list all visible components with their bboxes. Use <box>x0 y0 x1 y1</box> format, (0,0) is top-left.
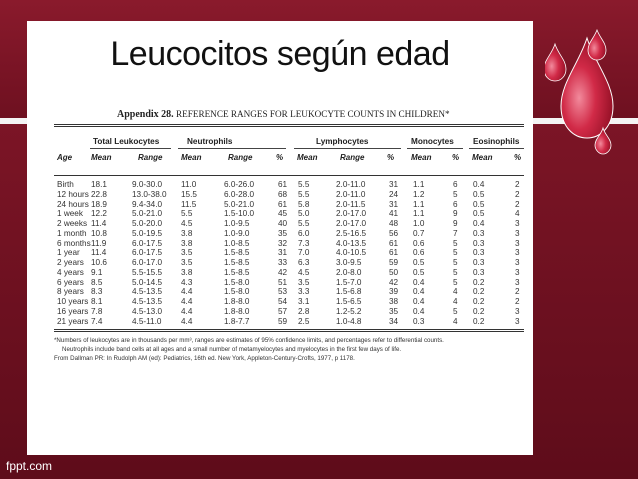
cell-mono-pct: 4 <box>453 297 458 306</box>
cell-eos-pct: 2 <box>515 189 520 199</box>
cell-age: 1 month <box>57 228 87 238</box>
cell-mono-pct: 7 <box>453 228 458 238</box>
cell-total-range: 6.0-17.5 <box>132 248 163 258</box>
cell-age: 21 years <box>57 316 89 326</box>
cell-neut-pct: 31 <box>278 248 288 258</box>
cell-neut-range: 1.0-9.5 <box>224 219 250 228</box>
cell-total-mean: 11.4 <box>91 248 107 258</box>
header-range: Range <box>340 153 365 162</box>
cell-neut-pct: 61 <box>278 180 288 189</box>
bottom-rule <box>54 329 524 330</box>
footnote: From Dallman PR: In Rudolph AM (ed): Pediatrics, 16th ed. New York, Appleton-Century-Crofts, 1977, p 1178. <box>54 355 355 362</box>
cell-lymph-range: 2.0-11.5 <box>336 199 366 209</box>
cell-neut-pct: 53 <box>278 287 288 297</box>
cell-lymph-pct: 61 <box>389 248 399 258</box>
table-row <box>54 200 524 210</box>
cell-age: 4 years <box>57 267 84 277</box>
cell-lymph-range: 3.0-9.5 <box>336 258 362 267</box>
cell-eos-pct: 3 <box>515 248 520 258</box>
cell-lymph-pct: 38 <box>389 297 399 306</box>
cell-neut-mean: 4.4 <box>181 316 193 326</box>
cell-mono-pct: 6 <box>453 180 458 189</box>
cell-total-range: 5.0-19.5 <box>132 228 163 238</box>
cell-neut-range: 1.5-10.0 <box>224 209 255 219</box>
cell-mono-pct: 5 <box>453 258 458 267</box>
cell-lymph-range: 1.5-6.8 <box>336 287 362 297</box>
cell-lymph-mean: 5.5 <box>298 189 310 199</box>
cell-neut-range: 1.5-8.0 <box>224 287 250 297</box>
cell-lymph-range: 1.2-5.2 <box>336 306 362 316</box>
cell-eos-mean: 0.3 <box>473 258 485 267</box>
cell-total-range: 5.0-14.5 <box>132 277 163 287</box>
cell-mono-mean: 0.4 <box>413 287 425 297</box>
cell-eos-pct: 4 <box>515 209 520 219</box>
group-lymphocytes: Lymphocytes <box>316 137 369 146</box>
cell-mono-mean: 1.1 <box>413 180 425 189</box>
cell-mono-pct: 5 <box>453 267 458 277</box>
cell-neut-range: 1.8-8.0 <box>224 306 250 316</box>
footer-brand: fppt.com <box>6 459 53 473</box>
top-rule-2 <box>54 126 524 127</box>
cell-mono-pct: 5 <box>453 248 458 258</box>
cell-mono-pct: 4 <box>453 287 458 297</box>
cell-lymph-range: 2.0-17.0 <box>336 219 367 228</box>
cell-lymph-pct: 39 <box>389 287 399 297</box>
cell-age: 24 hours <box>57 199 89 209</box>
cell-total-range: 13.0-38.0 <box>132 189 167 199</box>
cell-age: 2 weeks <box>57 219 88 228</box>
cell-neut-range: 1.8-7.7 <box>224 316 250 326</box>
cell-lymph-pct: 31 <box>389 180 399 189</box>
cell-mono-mean: 0.6 <box>413 238 425 248</box>
reference-table <box>54 103 524 423</box>
cell-total-mean: 7.8 <box>91 306 103 316</box>
cell-eos-mean: 0.3 <box>473 238 485 248</box>
cell-lymph-range: 2.0-11.0 <box>336 180 366 189</box>
bottom-rule-2 <box>54 331 524 332</box>
cell-lymph-pct: 35 <box>389 306 399 316</box>
cell-mono-mean: 1.1 <box>413 199 425 209</box>
cell-neut-range: 6.0-28.0 <box>224 189 255 199</box>
group-underline <box>178 148 286 149</box>
cell-mono-pct: 4 <box>453 316 458 326</box>
cell-neut-range: 5.0-21.0 <box>224 199 255 209</box>
caption-text: REFERENCE RANGES FOR LEUKOCYTE COUNTS IN CHILDREN* <box>175 109 450 119</box>
cell-total-mean: 18.9 <box>91 199 107 209</box>
header-percent: % <box>452 153 460 162</box>
cell-mono-mean: 0.3 <box>413 316 425 326</box>
cell-lymph-mean: 3.1 <box>298 297 310 306</box>
cell-age: 10 years <box>57 297 89 306</box>
header-mean: Mean <box>472 153 493 162</box>
cell-eos-mean: 0.5 <box>473 189 485 199</box>
cell-lymph-pct: 61 <box>389 238 399 248</box>
table-row <box>54 248 524 258</box>
cell-neut-mean: 15.5 <box>181 189 197 199</box>
table-row <box>54 297 524 307</box>
cell-neut-range: 1.5-8.5 <box>224 248 250 258</box>
cell-total-mean: 10.8 <box>91 228 107 238</box>
header-mean: Mean <box>91 153 112 162</box>
cell-total-mean: 12.2 <box>91 209 107 219</box>
group-underline <box>407 148 463 149</box>
cell-lymph-mean: 5.5 <box>298 219 310 228</box>
cell-lymph-range: 2.5-16.5 <box>336 228 367 238</box>
cell-total-mean: 8.5 <box>91 277 103 287</box>
group-underline <box>294 148 401 149</box>
cell-total-mean: 11.4 <box>91 219 107 228</box>
cell-lymph-mean: 7.0 <box>298 248 310 258</box>
cell-age: 2 years <box>57 258 84 267</box>
table-row <box>54 180 524 190</box>
cell-total-range: 4.5-13.0 <box>132 306 163 316</box>
cell-lymph-range: 4.0-13.5 <box>336 238 367 248</box>
cell-mono-mean: 0.4 <box>413 297 425 306</box>
cell-eos-pct: 3 <box>515 238 520 248</box>
cell-lymph-range: 1.0-4.8 <box>336 316 362 326</box>
header-range: Range <box>138 153 163 162</box>
cell-neut-mean: 3.8 <box>181 267 193 277</box>
table-row <box>54 190 524 200</box>
cell-eos-pct: 3 <box>515 258 520 267</box>
cell-neut-range: 1.0-9.0 <box>224 228 250 238</box>
cell-eos-mean: 0.2 <box>473 277 485 287</box>
cell-age: 1 week <box>57 209 83 219</box>
cell-neut-mean: 3.5 <box>181 258 193 267</box>
cell-mono-mean: 0.4 <box>413 277 425 287</box>
cell-age: 8 years <box>57 287 84 297</box>
cell-lymph-range: 4.0-10.5 <box>336 248 367 258</box>
cell-neut-mean: 11.5 <box>181 199 197 209</box>
cell-total-range: 4.5-13.5 <box>132 297 163 306</box>
cell-lymph-pct: 56 <box>389 228 399 238</box>
cell-lymph-mean: 6.0 <box>298 228 310 238</box>
cell-neut-mean: 11.0 <box>181 180 197 189</box>
cell-neut-pct: 32 <box>278 238 288 248</box>
group-underline <box>90 148 171 149</box>
cell-mono-mean: 0.7 <box>413 228 425 238</box>
cell-neut-mean: 4.4 <box>181 297 193 306</box>
cell-eos-mean: 0.2 <box>473 306 485 316</box>
cell-eos-pct: 3 <box>515 219 520 228</box>
header-rule <box>54 175 524 176</box>
cell-neut-mean: 4.5 <box>181 219 193 228</box>
cell-eos-pct: 3 <box>515 316 520 326</box>
cell-total-range: 6.0-17.0 <box>132 258 163 267</box>
cell-neut-pct: 40 <box>278 219 288 228</box>
cell-total-mean: 7.4 <box>91 316 103 326</box>
cell-total-mean: 8.1 <box>91 297 103 306</box>
group-total-leukocytes: Total Leukocytes <box>93 137 160 146</box>
header-age: Age <box>57 153 73 162</box>
cell-neut-mean: 3.8 <box>181 228 193 238</box>
cell-total-range: 4.5-11.0 <box>132 316 162 326</box>
cell-eos-mean: 0.4 <box>473 219 485 228</box>
cell-eos-pct: 2 <box>515 180 520 189</box>
cell-lymph-mean: 3.5 <box>298 277 310 287</box>
top-rule <box>54 124 524 125</box>
cell-total-range: 5.0-21.0 <box>132 209 163 219</box>
cell-eos-mean: 0.2 <box>473 297 485 306</box>
cell-total-mean: 18.1 <box>91 180 107 189</box>
cell-lymph-pct: 50 <box>389 267 399 277</box>
cell-lymph-mean: 2.8 <box>298 306 310 316</box>
group-neutrophils: Neutrophils <box>187 137 233 146</box>
cell-lymph-pct: 48 <box>389 219 399 228</box>
cell-total-mean: 8.3 <box>91 287 103 297</box>
table-row <box>54 278 524 288</box>
cell-eos-mean: 0.5 <box>473 209 485 219</box>
cell-age: 16 years <box>57 306 89 316</box>
cell-mono-mean: 1.0 <box>413 219 425 228</box>
cell-neut-mean: 3.5 <box>181 248 193 258</box>
cell-neut-range: 1.5-8.0 <box>224 277 250 287</box>
cell-neut-range: 1.8-8.0 <box>224 297 250 306</box>
cell-eos-pct: 3 <box>515 267 520 277</box>
cell-neut-pct: 54 <box>278 297 288 306</box>
cell-eos-mean: 0.3 <box>473 267 485 277</box>
cell-total-range: 5.0-20.0 <box>132 219 163 228</box>
cell-neut-mean: 5.5 <box>181 209 193 219</box>
cell-lymph-mean: 7.3 <box>298 238 310 248</box>
cell-mono-mean: 0.4 <box>413 306 425 316</box>
cell-lymph-mean: 4.5 <box>298 267 310 277</box>
cell-lymph-range: 2.0-17.0 <box>336 209 367 219</box>
cell-neut-pct: 59 <box>278 316 288 326</box>
table-caption <box>117 109 450 120</box>
cell-neut-range: 1.5-8.5 <box>224 267 250 277</box>
cell-eos-pct: 2 <box>515 297 520 306</box>
group-underline <box>469 148 524 149</box>
cell-lymph-range: 2.0-11.0 <box>336 189 366 199</box>
cell-total-range: 9.4-34.0 <box>132 199 163 209</box>
cell-eos-pct: 3 <box>515 306 520 316</box>
cell-mono-pct: 6 <box>453 199 458 209</box>
cell-eos-pct: 2 <box>515 199 520 209</box>
cell-neut-pct: 33 <box>278 258 288 267</box>
appendix-label: Appendix 28. <box>117 109 174 120</box>
cell-neut-pct: 61 <box>278 199 288 209</box>
cell-lymph-mean: 3.3 <box>298 287 310 297</box>
cell-neut-pct: 45 <box>278 209 288 219</box>
header-range: Range <box>228 153 253 162</box>
cell-neut-pct: 57 <box>278 306 288 316</box>
cell-eos-pct: 3 <box>515 277 520 287</box>
small-drop-icon <box>588 30 606 60</box>
cell-mono-pct: 5 <box>453 306 458 316</box>
table-row <box>54 268 524 278</box>
header-mean: Mean <box>411 153 432 162</box>
table-row <box>54 258 524 268</box>
cell-lymph-mean: 5.5 <box>298 180 310 189</box>
cell-total-range: 9.0-30.0 <box>132 180 163 189</box>
cell-lymph-mean: 2.5 <box>298 316 310 326</box>
cell-neut-mean: 4.3 <box>181 277 193 287</box>
cell-neut-mean: 4.4 <box>181 306 193 316</box>
group-monocytes: Monocytes <box>411 137 454 146</box>
table-row <box>54 287 524 297</box>
cell-lymph-range: 1.5-6.5 <box>336 297 362 306</box>
table-body <box>54 180 524 326</box>
header-mean: Mean <box>181 153 202 162</box>
cell-eos-mean: 0.5 <box>473 199 485 209</box>
table-row <box>54 229 524 239</box>
header-percent: % <box>387 153 395 162</box>
cell-lymph-mean: 6.3 <box>298 258 310 267</box>
cell-total-mean: 22.8 <box>91 189 107 199</box>
table-row <box>54 219 524 229</box>
cell-mono-pct: 9 <box>453 219 458 228</box>
table-row <box>54 317 524 327</box>
cell-eos-mean: 0.2 <box>473 316 485 326</box>
cell-lymph-pct: 24 <box>389 189 399 199</box>
cell-neut-range: 6.0-26.0 <box>224 180 255 189</box>
cell-lymph-range: 1.5-7.0 <box>336 277 362 287</box>
cell-age: 12 hours <box>57 189 89 199</box>
cell-eos-pct: 3 <box>515 228 520 238</box>
cell-mono-mean: 0.6 <box>413 248 425 258</box>
cell-mono-pct: 5 <box>453 189 458 199</box>
cell-neut-range: 1.5-8.5 <box>224 258 250 267</box>
cell-mono-pct: 5 <box>453 238 458 248</box>
cell-lymph-pct: 31 <box>389 199 399 209</box>
cell-total-mean: 10.6 <box>91 258 107 267</box>
cell-age: 1 year <box>57 248 80 258</box>
cell-neut-mean: 4.4 <box>181 287 193 297</box>
cell-mono-mean: 0.5 <box>413 258 425 267</box>
cell-lymph-range: 2.0-8.0 <box>336 267 362 277</box>
left-drop-icon <box>545 44 566 81</box>
blood-drops-decoration <box>545 28 625 158</box>
header-percent: % <box>276 153 284 162</box>
cell-lymph-pct: 59 <box>389 258 399 267</box>
table-row <box>54 209 524 219</box>
cell-total-mean: 11.9 <box>91 238 107 248</box>
cell-lymph-pct: 41 <box>389 209 399 219</box>
cell-neut-range: 1.0-8.5 <box>224 238 250 248</box>
cell-neut-mean: 3.8 <box>181 238 193 248</box>
footnote: *Numbers of leukocytes are in thousands per mm³, ranges are estimates of 95% confidence limits, and percentages refer to differential counts. <box>54 337 444 344</box>
table-row <box>54 239 524 249</box>
footnote: Neutrophils include band cells at all ages and a small number of metamyelocytes and myelocytes in the first few days of life. <box>62 346 402 353</box>
cell-eos-mean: 0.4 <box>473 180 485 189</box>
cell-total-range: 6.0-17.5 <box>132 238 163 248</box>
cell-age: 6 years <box>57 277 84 287</box>
group-eosinophils: Eosinophils <box>473 137 520 146</box>
cell-mono-pct: 9 <box>453 209 458 219</box>
cell-mono-mean: 0.5 <box>413 267 425 277</box>
slide-title: Leucocitos según edad <box>110 35 450 73</box>
cell-age: 6 months <box>57 238 91 248</box>
cell-lymph-mean: 5.0 <box>298 209 310 219</box>
cell-mono-mean: 1.2 <box>413 189 425 199</box>
table-row <box>54 307 524 317</box>
cell-lymph-pct: 34 <box>389 316 399 326</box>
cell-eos-mean: 0.3 <box>473 248 485 258</box>
cell-lymph-mean: 5.8 <box>298 199 310 209</box>
cell-eos-mean: 0.3 <box>473 228 485 238</box>
cell-mono-pct: 5 <box>453 277 458 287</box>
cell-eos-mean: 0.2 <box>473 287 485 297</box>
cell-total-mean: 9.1 <box>91 267 103 277</box>
header-percent: % <box>514 153 522 162</box>
cell-neut-pct: 51 <box>278 277 288 287</box>
cell-total-range: 4.5-13.5 <box>132 287 163 297</box>
cell-neut-pct: 68 <box>278 189 288 199</box>
cell-age: Birth <box>57 180 74 189</box>
cell-lymph-pct: 42 <box>389 277 399 287</box>
cell-eos-pct: 2 <box>515 287 520 297</box>
cell-neut-pct: 35 <box>278 228 288 238</box>
header-mean: Mean <box>297 153 318 162</box>
cell-total-range: 5.5-15.5 <box>132 267 163 277</box>
cell-mono-mean: 1.1 <box>413 209 425 219</box>
cell-neut-pct: 42 <box>278 267 288 277</box>
